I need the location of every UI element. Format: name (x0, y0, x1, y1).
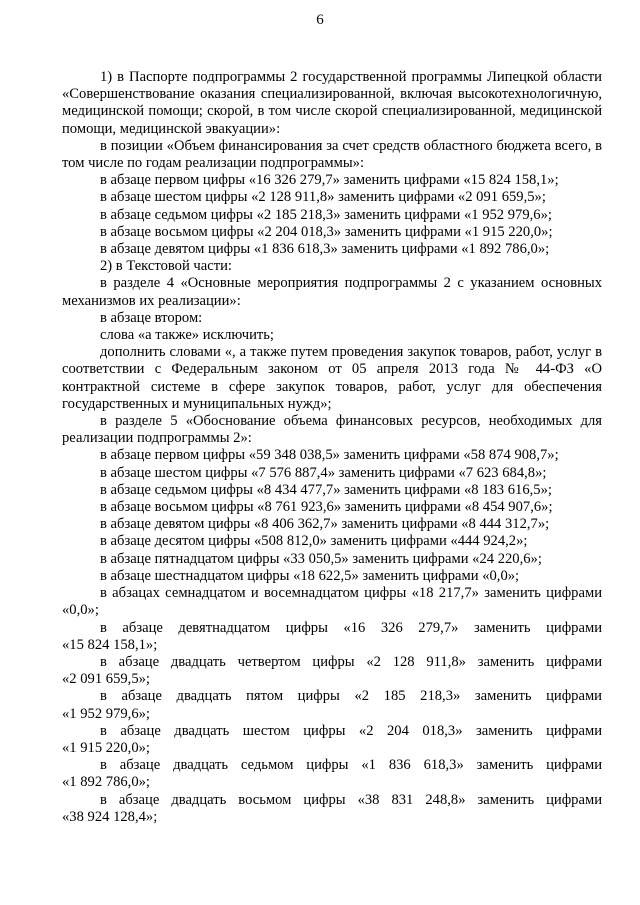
paragraph: в абзаце первом цифры «16 326 279,7» заменить цифрами «15 824 158,1»; (100, 172, 559, 189)
paragraph-continuation: «2 091 659,5»; (62, 671, 150, 688)
paragraph: 1) в Паспорте подпрограммы 2 государственной программы Липецкой области «Совершенствование оказания специализированной, включая высокотехнологичную, медицинской помощи; скорой, в том числе скорой специализированной, медицинской помощи, медицинской эвакуации»: (62, 69, 602, 137)
paragraph-continuation: «1 952 979,6»; (62, 705, 150, 722)
paragraph: в абзаце седьмом цифры «2 185 218,3» заменить цифрами «1 952 979,6»; (100, 206, 552, 223)
paragraph: в абзаце первом цифры «59 348 038,5» заменить цифрами «58 874 908,7»; (100, 447, 559, 464)
paragraph: в разделе 5 «Обоснование объема финансовых ресурсов, необходимых для реализации подпрограммы 2»: (62, 413, 602, 447)
paragraph: дополнить словами «, а также путем проведения закупок товаров, работ, услуг в соответствии с Федеральным законом от 05 апреля 2013 года № 44-ФЗ «О контрактной системе в сфере закупок товаров, работ, услуг для обеспечения государственных и муниципальных нужд»; (62, 344, 602, 412)
paragraph-line: в абзаце двадцать четвертом цифры «2 128 911,8» заменить цифрами (100, 653, 602, 670)
paragraph: в абзаце втором: (100, 309, 203, 326)
paragraph-line: в абзаце двадцать пятом цифры «2 185 218,3» заменить цифрами (100, 688, 602, 705)
paragraph-line: в абзаце двадцать восьмом цифры «38 831 248,8» заменить цифрами (100, 791, 602, 808)
paragraph: слова «а также» исключить; (100, 327, 274, 344)
paragraph-continuation: «1 892 786,0»; (62, 774, 150, 791)
paragraph-line: в абзаце двадцать шестом цифры «2 204 018,3» заменить цифрами (100, 722, 602, 739)
paragraph: в абзаце восьмом цифры «2 204 018,3» заменить цифрами «1 915 220,0»; (100, 223, 553, 240)
paragraph: в абзаце восьмом цифры «8 761 923,6» заменить цифрами «8 454 907,6»; (100, 499, 553, 516)
paragraph: в абзаце девятом цифры «1 836 618,3» заменить цифрами «1 892 786,0»; (100, 241, 550, 258)
page-number: 6 (316, 12, 324, 28)
paragraph-line: в абзаце девятнадцатом цифры «16 326 279,7» заменить цифрами (100, 619, 602, 636)
paragraph-continuation: «38 924 128,4»; (62, 808, 158, 825)
document-body (62, 69, 602, 826)
paragraph: в абзаце пятнадцатом цифры «33 050,5» заменить цифрами «24 220,6»; (100, 550, 542, 567)
paragraph: 2) в Текстовой части: (100, 258, 232, 275)
paragraph: в абзацах семнадцатом и восемнадцатом цифры «18 217,7» заменить цифрами «0,0»; (62, 585, 602, 619)
paragraph-line: в абзаце двадцать седьмом цифры «1 836 618,3» заменить цифрами (100, 757, 602, 774)
paragraph: в абзаце седьмом цифры «8 434 477,7» заменить цифрами «8 183 616,5»; (100, 481, 552, 498)
paragraph: в абзаце шестнадцатом цифры «18 622,5» заменить цифрами «0,0»; (100, 567, 520, 584)
paragraph-continuation: «15 824 158,1»; (62, 636, 158, 653)
paragraph-continuation: «1 915 220,0»; (62, 739, 150, 756)
paragraph: в абзаце десятом цифры «508 812,0» заменить цифрами «444 924,2»; (100, 533, 528, 550)
paragraph: в позиции «Объем финансирования за счет средств областного бюджета всего, в том числе по годам реализации подпрограммы»: (62, 137, 602, 172)
paragraph: в абзаце шестом цифры «2 128 911,8» заменить цифрами «2 091 659,5»; (100, 189, 546, 206)
paragraph: в абзаце девятом цифры «8 406 362,7» заменить цифрами «8 444 312,7»; (100, 516, 550, 533)
paragraph: в разделе 4 «Основные мероприятия подпрограммы 2 с указанием основных механизмов их реализации»: (62, 275, 602, 309)
paragraph: в абзаце шестом цифры «7 576 887,4» заменить цифрами «7 623 684,8»; (100, 464, 547, 481)
